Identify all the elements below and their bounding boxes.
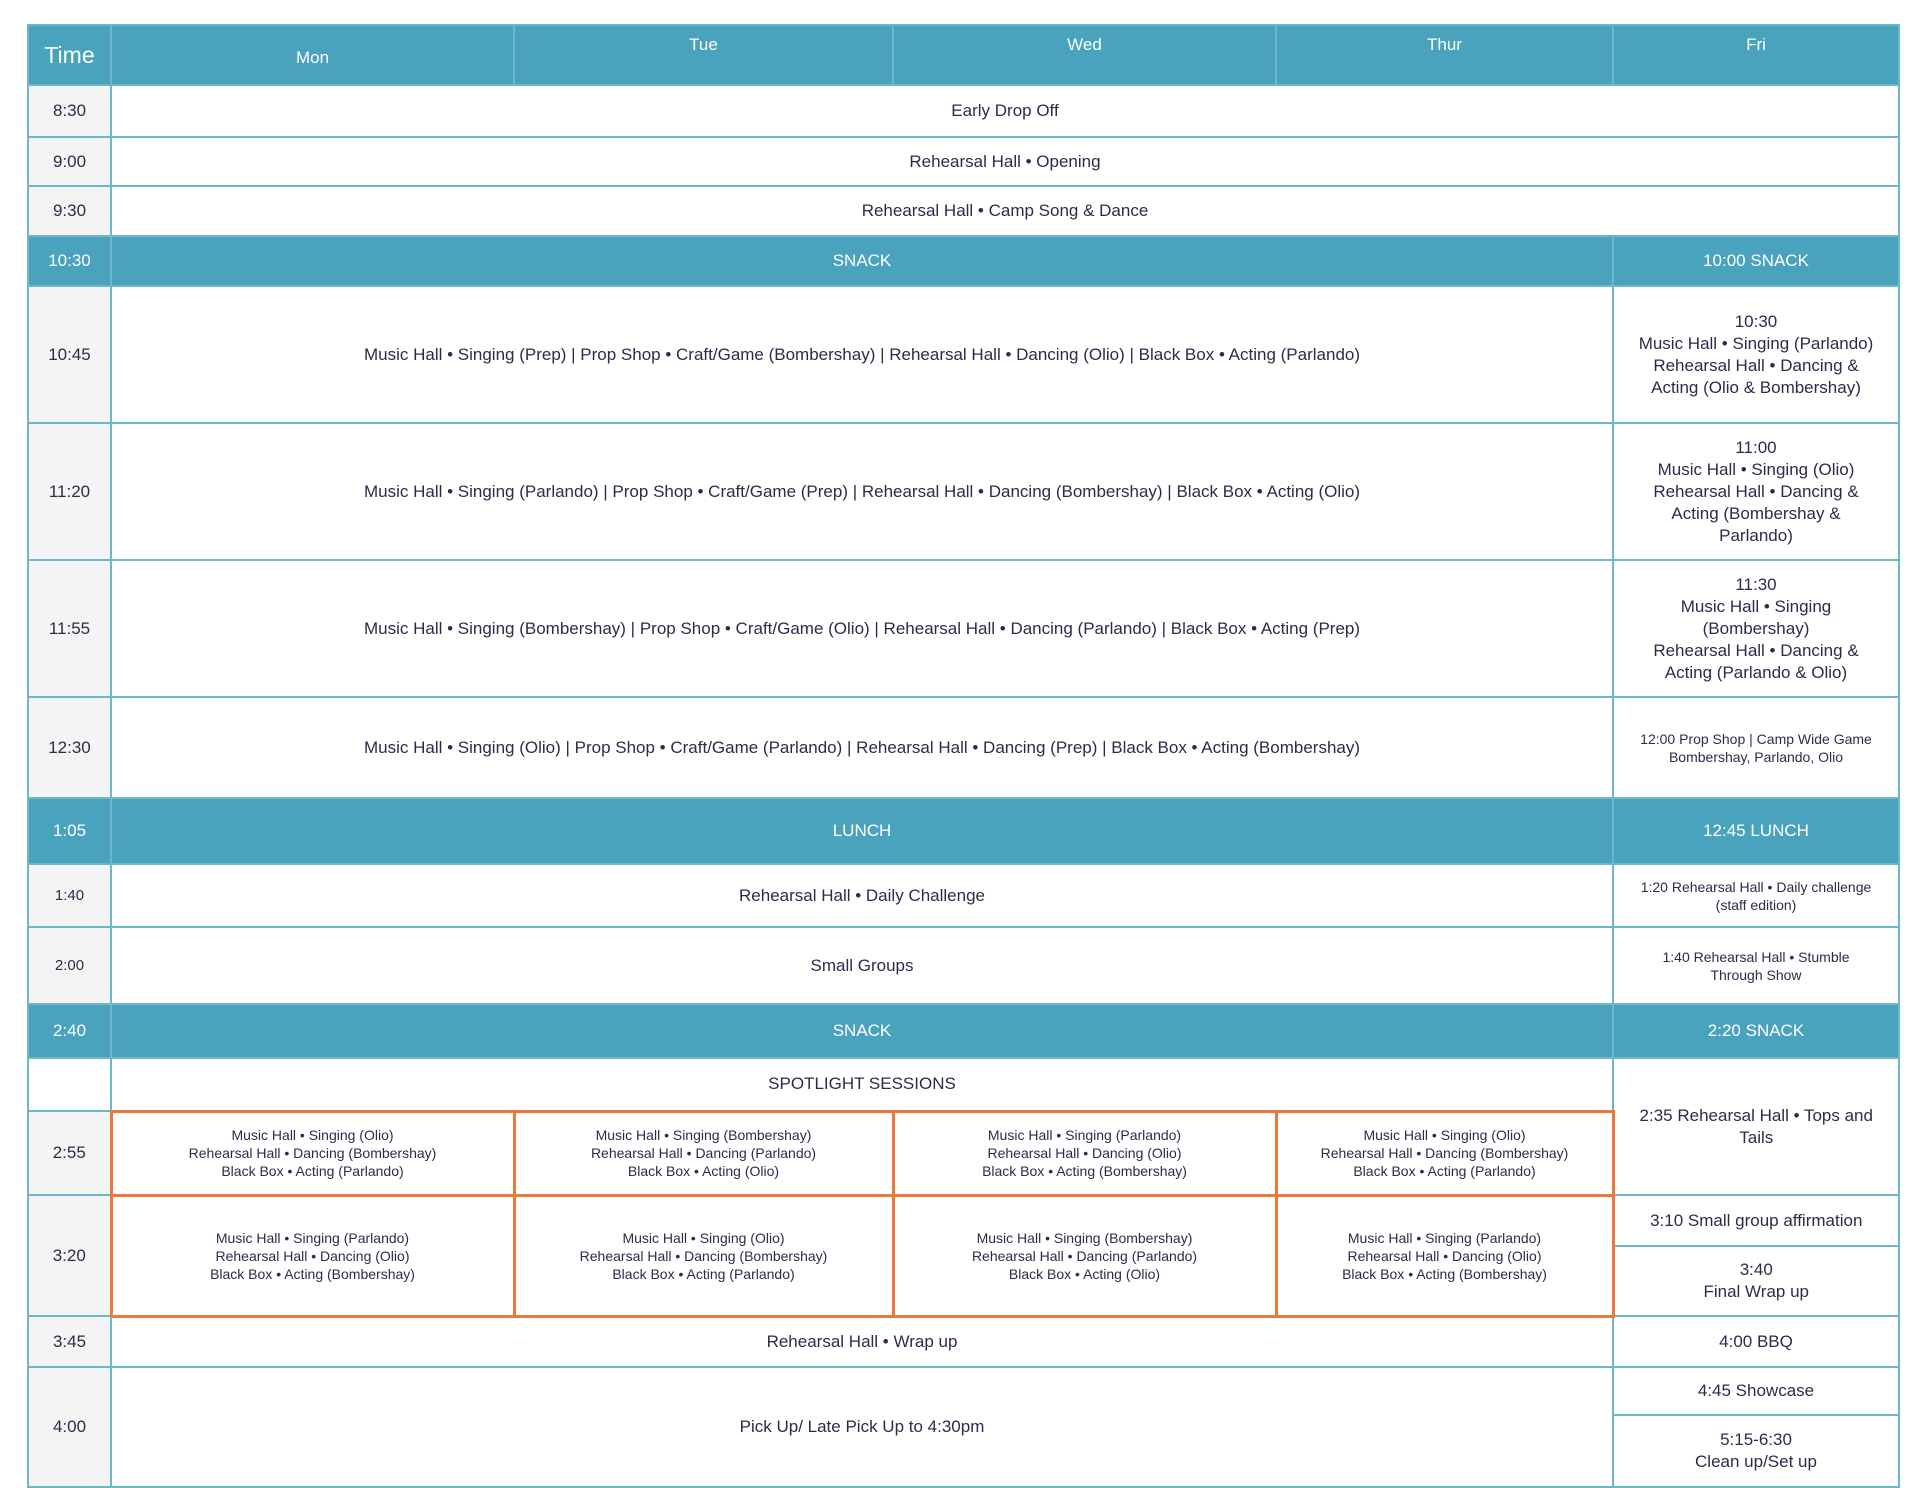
spot-line: Black Box • Acting (Parlando) xyxy=(221,1163,404,1179)
row-400-a xyxy=(28,1367,1899,1415)
time-cell: 4:00 xyxy=(28,1367,111,1487)
spotlight-cell-wed xyxy=(893,1111,1276,1195)
header-fri: Fri xyxy=(1613,25,1899,85)
row-1045 xyxy=(28,286,1899,423)
fri-line: Final Wrap up xyxy=(1703,1282,1809,1301)
row-1230 xyxy=(28,697,1899,798)
band-label: LUNCH xyxy=(111,798,1613,864)
activity-cell: Rehearsal Hall • Opening xyxy=(111,137,1899,186)
fri-line: Bombershay, Parlando, Olio xyxy=(1668,748,1844,765)
header-thur: Thur xyxy=(1276,25,1613,85)
fri-cell xyxy=(1613,1246,1899,1316)
fri-line: 11:30 xyxy=(1735,574,1777,594)
spotlight-cell-mon xyxy=(111,1195,514,1316)
spot-line: Rehearsal Hall • Dancing (Bombershay) xyxy=(579,1247,828,1264)
fri-line: Parlando) xyxy=(1719,525,1793,545)
fri-line: Acting (Parlando & Olio) xyxy=(1664,662,1848,682)
spotlight-cell-tue xyxy=(514,1111,893,1195)
time-cell: 10:30 xyxy=(28,236,111,286)
header-mon: Mon xyxy=(111,25,514,85)
fri-cell xyxy=(1613,286,1899,423)
spot-line: Music Hall • Singing (Olio) xyxy=(231,1127,394,1143)
time-cell: 10:45 xyxy=(28,286,111,423)
fri-cell xyxy=(1613,423,1899,560)
fri-band-label: 10:00 SNACK xyxy=(1613,236,1899,286)
activity-cell: Rehearsal Hall • Daily Challenge xyxy=(111,864,1613,927)
fri-line: Rehearsal Hall • Dancing & xyxy=(1653,355,1859,375)
fri-cell xyxy=(1613,1058,1899,1195)
spotlight-cell-thur xyxy=(1276,1195,1613,1316)
time-cell: 9:30 xyxy=(28,186,111,236)
time-cell: 2:55 xyxy=(28,1111,111,1195)
spot-line: Black Box • Acting (Bombershay) xyxy=(982,1163,1187,1179)
spot-line: Black Box • Acting (Olio) xyxy=(627,1163,780,1179)
spot-line: Music Hall • Singing (Bombershay) xyxy=(595,1127,812,1143)
spot-line: Music Hall • Singing (Bombershay) xyxy=(976,1229,1193,1246)
fri-line: Rehearsal Hall • Dancing & xyxy=(1653,481,1859,501)
header-row xyxy=(28,25,1899,85)
fri-line: Through Show xyxy=(1710,966,1802,983)
activity-cell: Early Drop Off xyxy=(111,85,1899,137)
spot-line: Music Hall • Singing (Parlando) xyxy=(1347,1229,1542,1246)
spot-line: Black Box • Acting (Parlando) xyxy=(612,1265,795,1282)
lunch-band xyxy=(28,798,1899,864)
activity-cell: Music Hall • Singing (Bombershay) | Prop Shop • Craft/Game (Olio) | Rehearsal Hall • Dancing (Parlando) | Black Box • Acting (Prep) xyxy=(111,560,1613,697)
spot-line: Rehearsal Hall • Dancing (Bombershay) xyxy=(1320,1145,1569,1161)
fri-line: 12:00 Prop Shop | Camp Wide Game xyxy=(1640,730,1872,747)
fri-line: 10:30 xyxy=(1734,311,1778,331)
row-830 xyxy=(28,85,1899,137)
time-cell: 1:05 xyxy=(28,798,111,864)
fri-cell xyxy=(1613,560,1899,697)
fri-cell: 4:45 Showcase xyxy=(1613,1367,1899,1415)
fri-line: Clean up/Set up xyxy=(1695,1452,1817,1471)
spot-line: Music Hall • Singing (Olio) xyxy=(622,1229,785,1246)
row-320-a xyxy=(28,1195,1899,1246)
spot-line: Rehearsal Hall • Dancing (Olio) xyxy=(215,1247,410,1264)
time-cell: 2:00 xyxy=(28,927,111,1004)
spotlight-cell-tue xyxy=(514,1195,893,1316)
row-200 xyxy=(28,927,1899,1004)
row-930 xyxy=(28,186,1899,236)
band-label: SNACK xyxy=(111,236,1613,286)
spot-line: Rehearsal Hall • Dancing (Olio) xyxy=(1347,1247,1542,1264)
fri-band-label: 2:20 SNACK xyxy=(1613,1004,1899,1058)
activity-cell: Rehearsal Hall • Wrap up xyxy=(111,1316,1613,1367)
fri-line: 1:20 Rehearsal Hall • Daily challenge xyxy=(1640,878,1872,895)
time-cell: 3:45 xyxy=(28,1316,111,1367)
time-cell: 11:20 xyxy=(28,423,111,560)
fri-cell xyxy=(1613,927,1899,1004)
time-cell-empty xyxy=(28,1058,111,1111)
spot-line: Music Hall • Singing (Parlando) xyxy=(987,1127,1182,1143)
fri-cell xyxy=(1613,864,1899,927)
time-cell: 3:20 xyxy=(28,1195,111,1316)
spot-line: Black Box • Acting (Bombershay) xyxy=(210,1265,415,1282)
fri-line: (Bombershay) xyxy=(1702,618,1810,638)
fri-line: Acting (Olio & Bombershay) xyxy=(1651,377,1861,397)
fri-line: Music Hall • Singing (Parlando) xyxy=(1638,333,1874,353)
spotlight-title: SPOTLIGHT SESSIONS xyxy=(111,1058,1613,1111)
time-cell: 11:55 xyxy=(28,560,111,697)
spot-line: Music Hall • Singing (Parlando) xyxy=(215,1229,410,1246)
snack-band-1 xyxy=(28,236,1899,286)
spotlight-cell-mon xyxy=(111,1111,514,1195)
fri-band-label: 12:45 LUNCH xyxy=(1613,798,1899,864)
fri-cell: 3:10 Small group affirmation xyxy=(1613,1195,1899,1246)
activity-cell: Music Hall • Singing (Prep) | Prop Shop • Craft/Game (Bombershay) | Rehearsal Hall • Dancing (Olio) | Black Box • Acting (Parlando) xyxy=(111,286,1613,423)
row-900 xyxy=(28,137,1899,186)
row-1120 xyxy=(28,423,1899,560)
spot-line: Black Box • Acting (Parlando) xyxy=(1353,1163,1536,1179)
activity-cell: Music Hall • Singing (Parlando) | Prop Shop • Craft/Game (Prep) | Rehearsal Hall • Dancing (Bombershay) | Black Box • Acting (Olio) xyxy=(111,423,1613,560)
activity-cell: Music Hall • Singing (Olio) | Prop Shop • Craft/Game (Parlando) | Rehearsal Hall • Dancing (Prep) | Black Box • Acting (Bombershay) xyxy=(111,697,1613,798)
row-140 xyxy=(28,864,1899,927)
fri-line: Music Hall • Singing (Olio) xyxy=(1657,459,1855,479)
fri-line: (staff edition) xyxy=(1715,896,1797,913)
snack-band-2 xyxy=(28,1004,1899,1058)
header-time: Time xyxy=(28,25,111,85)
spot-line: Rehearsal Hall • Dancing (Olio) xyxy=(987,1145,1182,1161)
fri-line: 3:40 xyxy=(1739,1260,1773,1279)
fri-line: 1:40 Rehearsal Hall • Stumble xyxy=(1662,948,1850,965)
time-cell: 1:40 xyxy=(28,864,111,927)
schedule-table xyxy=(27,24,1900,1488)
spot-line: Black Box • Acting (Bombershay) xyxy=(1342,1265,1547,1282)
row-345 xyxy=(28,1316,1899,1367)
spot-line: Rehearsal Hall • Dancing (Parlando) xyxy=(971,1247,1198,1264)
fri-line: Rehearsal Hall • Dancing & xyxy=(1653,640,1859,660)
spot-line: Rehearsal Hall • Dancing (Bombershay) xyxy=(188,1145,437,1161)
activity-cell: Rehearsal Hall • Camp Song & Dance xyxy=(111,186,1899,236)
time-cell: 8:30 xyxy=(28,85,111,137)
row-1155 xyxy=(28,560,1899,697)
fri-cell xyxy=(1613,1415,1899,1487)
time-cell: 12:30 xyxy=(28,697,111,798)
fri-line: Music Hall • Singing xyxy=(1680,596,1832,616)
time-cell: 2:40 xyxy=(28,1004,111,1058)
spotlight-cell-wed xyxy=(893,1195,1276,1316)
fri-line: 11:00 xyxy=(1735,437,1777,457)
spot-line: Music Hall • Singing (Olio) xyxy=(1363,1127,1526,1143)
time-cell: 9:00 xyxy=(28,137,111,186)
activity-cell: Small Groups xyxy=(111,927,1613,1004)
header-wed: Wed xyxy=(893,25,1276,85)
fri-line: Acting (Bombershay & xyxy=(1671,503,1841,523)
spot-line: Black Box • Acting (Olio) xyxy=(1008,1265,1161,1282)
header-tue: Tue xyxy=(514,25,893,85)
band-label: SNACK xyxy=(111,1004,1613,1058)
activity-cell: Pick Up/ Late Pick Up to 4:30pm xyxy=(111,1367,1613,1487)
fri-cell xyxy=(1613,697,1899,798)
fri-line: Tails xyxy=(1739,1127,1774,1147)
fri-line: 5:15-6:30 xyxy=(1720,1430,1792,1449)
spotlight-title-row xyxy=(28,1058,1899,1111)
spot-line: Rehearsal Hall • Dancing (Parlando) xyxy=(590,1145,817,1161)
fri-line: 2:35 Rehearsal Hall • Tops and xyxy=(1639,1105,1873,1125)
fri-cell: 4:00 BBQ xyxy=(1613,1316,1899,1367)
spotlight-cell-thur xyxy=(1276,1111,1613,1195)
